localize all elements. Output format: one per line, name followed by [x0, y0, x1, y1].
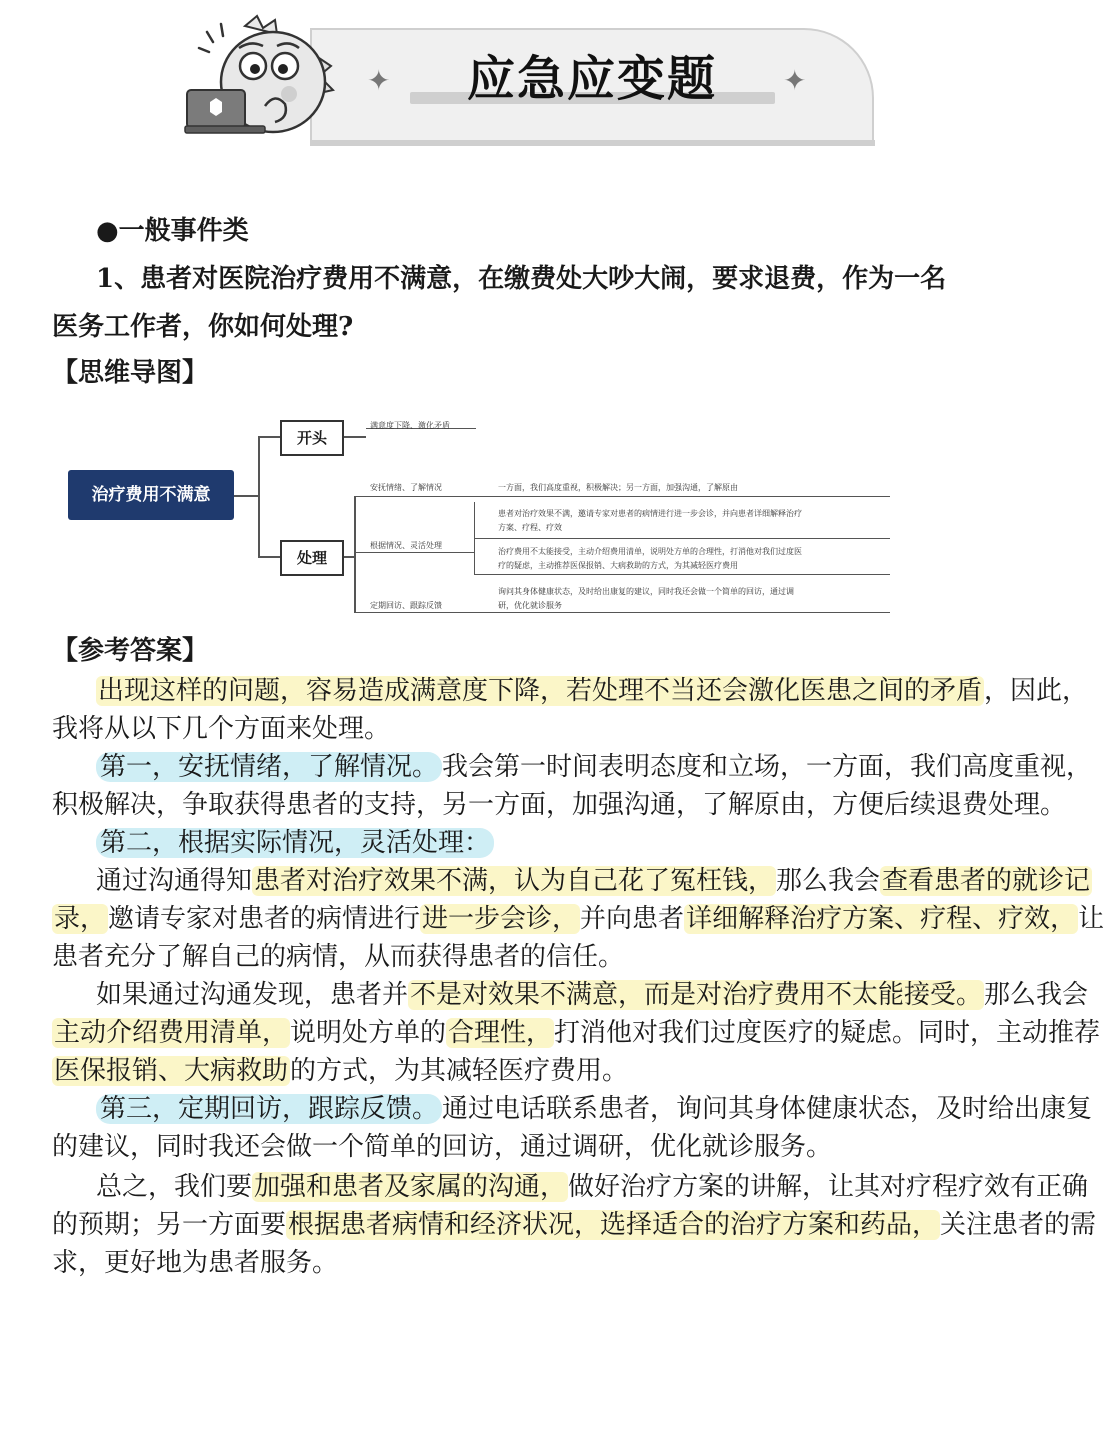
question-line: 1、患者对医院治疗费用不满意，在缴费处大吵大闹，要求退费，作为一名: [96, 264, 947, 294]
mindmap-note: 治疗费用不太能接受，主动介绍费用清单，说明处方单的合理性，打消他对我们过度医: [498, 547, 802, 556]
highlight: 合理性，: [448, 1018, 553, 1048]
point-heading: 第一，安抚情绪，了解情况。: [96, 752, 442, 782]
mindmap-root: 治疗费用不满意: [68, 470, 234, 520]
highlight: 不是对效果不满意，而是对治疗费用不太能接受。: [410, 980, 983, 1010]
page-title: 应急应变题: [467, 51, 718, 107]
connector: [258, 556, 280, 558]
mindmap-note: 询问其身体健康状态，及时给出康复的建议，同时我还会做一个简单的回访，通过调: [498, 587, 794, 596]
mindmap-note: 方案、疗程、疗效: [498, 523, 562, 532]
text: 如果通过沟通发现，患者并: [96, 980, 409, 1010]
text: 邀请专家对患者的病情进行: [108, 904, 421, 934]
banner-shadow: [310, 140, 875, 146]
text: 的预期；另一方面要: [52, 1210, 287, 1240]
header-banner: [185, 14, 885, 139]
connector: [354, 496, 356, 612]
text: 说明处方单的: [290, 1018, 447, 1048]
highlight: 加强和患者及家属的沟通，: [254, 1172, 567, 1202]
text: 打消他对我们过度医疗的疑虑。同时，主动推荐: [554, 1018, 1101, 1048]
highlight: 进一步会诊，: [422, 904, 579, 934]
answer-line: [96, 1090, 1096, 1128]
mindmap-note: 一方面，我们高度重视，积极解决；另一方面，加强沟通，了解原由: [498, 483, 738, 492]
answer-heading: 【参考答案】: [52, 636, 209, 666]
question-line: 医务工作者，你如何处理?: [52, 312, 354, 342]
answer-line: 求，更好地为患者服务。: [52, 1248, 339, 1278]
mind-map: [60, 408, 900, 620]
connector: [344, 556, 354, 558]
answer-line: [96, 824, 1096, 862]
connector: [354, 552, 474, 553]
connector: [234, 495, 258, 497]
connector: [258, 436, 260, 558]
mindmap-note: 疗的疑虑，主动推荐医保报销、大病救助的方式，为其减轻医疗费用: [498, 561, 738, 570]
sparkle-icon: ✦: [367, 64, 391, 97]
text: 那么我会: [776, 866, 881, 896]
mindmap-branch: 安抚情绪、了解情况: [370, 483, 442, 492]
text: 总之，我们要: [96, 1172, 253, 1202]
text: 并向患者: [580, 904, 685, 934]
section-label: ●一般事件类: [96, 216, 249, 246]
answer-line: 的建议，同时我还会做一个简单的回访，通过调研，优化就诊服务。: [52, 1132, 833, 1162]
highlight: 主动介绍费用清单，: [54, 1018, 289, 1048]
text: ，因此，: [984, 676, 1089, 706]
highlight: 录，: [54, 904, 107, 934]
connector: [354, 496, 890, 497]
mindmap-branch: 定期回访、跟踪反馈: [370, 601, 442, 610]
answer-line: [96, 672, 1096, 710]
connector: [344, 436, 366, 438]
text: 我会第一时间表明态度和立场，一方面，我们高度重视，: [442, 752, 1093, 782]
mascot-icon: [185, 14, 345, 139]
point-heading: 第二，根据实际情况，灵活处理：: [96, 828, 494, 858]
highlight: 医保报销、大病救助: [54, 1056, 289, 1086]
answer-line: [96, 1168, 1096, 1206]
answer-line: [52, 900, 1104, 938]
text: 那么我会: [984, 980, 1089, 1010]
answer-line: 积极解决，争取获得患者的支持，另一方面，加强沟通，了解原由，方便后续退费处理。: [52, 790, 1067, 820]
answer-line: [52, 1052, 1052, 1090]
text: 让: [1078, 904, 1104, 934]
text: 关注患者的需: [940, 1210, 1097, 1240]
mindmap-note: 研，优化就诊服务: [498, 601, 562, 610]
mindmap-heading: 【思维导图】: [52, 358, 209, 388]
text: 通过沟通得知: [96, 866, 253, 896]
text: 的方式，为其减轻医疗费用。: [290, 1056, 629, 1086]
answer-line: [96, 862, 1096, 900]
answer-line: 患者充分了解自己的病情，从而获得患者的信任。: [52, 942, 625, 972]
connector: [474, 574, 890, 575]
sparkle-icon: ✦: [783, 64, 807, 97]
text: 通过电话联系患者，询问其身体健康状态，及时给出康复: [442, 1094, 1093, 1124]
connector: [258, 436, 280, 438]
point-heading: 第三，定期回访，跟踪反馈。: [96, 1094, 442, 1124]
highlight: 出现这样的问题，容易造成满意度下降，若处理不当还会激化医患之间的矛盾: [98, 676, 983, 706]
mindmap-node-handle: 处理: [280, 540, 344, 576]
connector: [474, 538, 890, 539]
connector: [354, 612, 890, 613]
mindmap-node-open: 开头: [280, 420, 344, 456]
mindmap-branch: 根据情况、灵活处理: [370, 541, 442, 550]
answer-line: [52, 1206, 1097, 1244]
highlight: 患者对治疗效果不满，认为自己花了冤枉钱，: [254, 866, 775, 896]
highlight: 根据患者病情和经济状况，选择适合的治疗方案和药品，: [288, 1210, 939, 1240]
answer-line: [52, 1014, 1101, 1052]
highlight: 详细解释治疗方案、疗程、疗效，: [686, 904, 1077, 934]
mindmap-note: 患者对治疗效果不满，邀请专家对患者的病情进行进一步会诊，并向患者详细解释治疗: [498, 509, 802, 518]
highlight: 查看患者的就诊记: [882, 866, 1091, 896]
text: 做好治疗方案的讲解，让其对疗程疗效有正确: [568, 1172, 1089, 1202]
answer-line: [96, 748, 1096, 786]
answer-line: 我将从以下几个方面来处理。: [52, 714, 391, 744]
answer-line: [96, 976, 1096, 1014]
mindmap-note: 满意度下降、激化矛盾: [370, 421, 450, 430]
